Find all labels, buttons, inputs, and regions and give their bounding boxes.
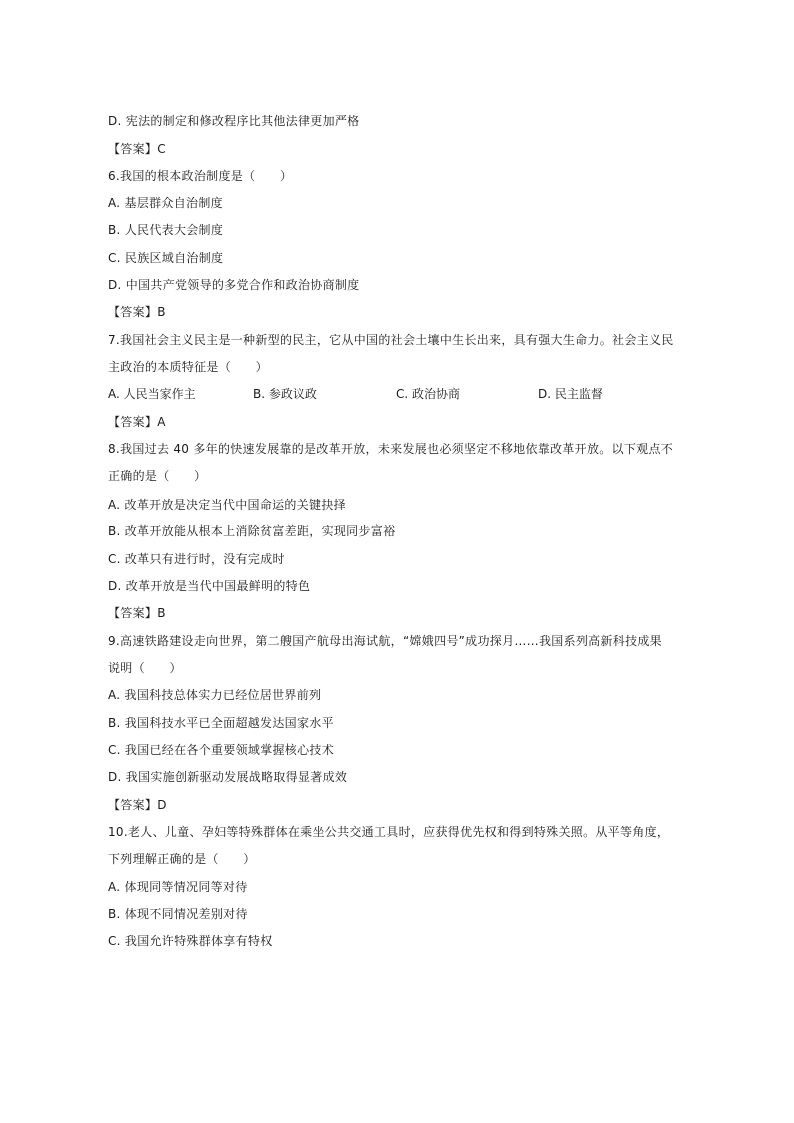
q8-option-a: A. 改革开放是决定当代中国命运的关键抉择 (108, 498, 346, 512)
q10-stem-line1: 10.老人、儿童、孕妇等特殊群体在乘坐公共交通工具时，应获得优先权和得到特殊关照。从平等角度， (108, 825, 670, 839)
q9-answer: 【答案】D (108, 798, 167, 812)
q10-option-c: C. 我国允许特殊群体享有特权 (108, 934, 273, 948)
q9-stem-line1: 9.高速铁路建设走向世界，第二艘国产航母出海试航，“嫦娥四号”成功探月……我国系列高新科技成果 (108, 634, 662, 648)
q9-option-b: B. 我国科技水平已全面超越发达国家水平 (108, 716, 334, 730)
q5-answer: 【答案】C (108, 142, 166, 156)
q5-option-d: D. 宪法的制定和修改程序比其他法律更加严格 (108, 114, 360, 128)
q7-option-c: C. 政治协商 (396, 387, 461, 401)
q7-stem-line1: 7.我国社会主义民主是一种新型的民主，它从中国的社会土壤中生长出来，具有强大生命力。社会主义民 (108, 333, 674, 347)
q6-stem: 6.我国的根本政治制度是（ ） (108, 169, 293, 183)
q8-stem-line1: 8.我国过去 40 多年的快速发展靠的是改革开放，未来发展也必须坚定不移地依靠改革开放。以下观点不 (108, 442, 674, 456)
q10-stem-line2: 下列理解正确的是（ ） (108, 852, 256, 866)
q7-options-row (108, 386, 708, 402)
q7-option-b: B. 参政议政 (253, 387, 317, 401)
q6-option-b: B. 人民代表大会制度 (108, 223, 224, 237)
q8-option-c: C. 改革只有进行时，没有完成时 (108, 552, 285, 566)
q9-stem-line2: 说明（ ） (108, 661, 182, 675)
q6-option-a: A. 基层群众自治制度 (108, 196, 223, 210)
q8-answer: 【答案】B (108, 606, 166, 620)
q8-option-b: B. 改革开放能从根本上消除贫富差距，实现同步富裕 (108, 524, 396, 538)
q7-stem-line2: 主政治的本质特征是（ ） (108, 360, 268, 374)
q7-option-d: D. 民主监督 (538, 387, 603, 401)
q8-stem-line2: 正确的是（ ） (108, 469, 207, 483)
q8-option-d: D. 改革开放是当代中国最鲜明的特色 (108, 579, 311, 593)
q6-option-d: D. 中国共产党领导的多党合作和政治协商制度 (108, 278, 360, 292)
q7-answer: 【答案】A (108, 415, 166, 429)
q6-option-c: C. 民族区域自治制度 (108, 251, 224, 265)
q10-option-a: A. 体现同等情况同等对待 (108, 880, 248, 894)
q6-answer: 【答案】B (108, 305, 166, 319)
q9-option-c: C. 我国已经在各个重要领域掌握核心技术 (108, 743, 335, 757)
q7-option-a: A. 人民当家作主 (108, 387, 196, 401)
q9-option-a: A. 我国科技总体实力已经位居世界前列 (108, 688, 322, 702)
q10-option-b: B. 体现不同情况差别对待 (108, 907, 248, 921)
q9-option-d: D. 我国实施创新驱动发展战略取得显著成效 (108, 770, 348, 784)
